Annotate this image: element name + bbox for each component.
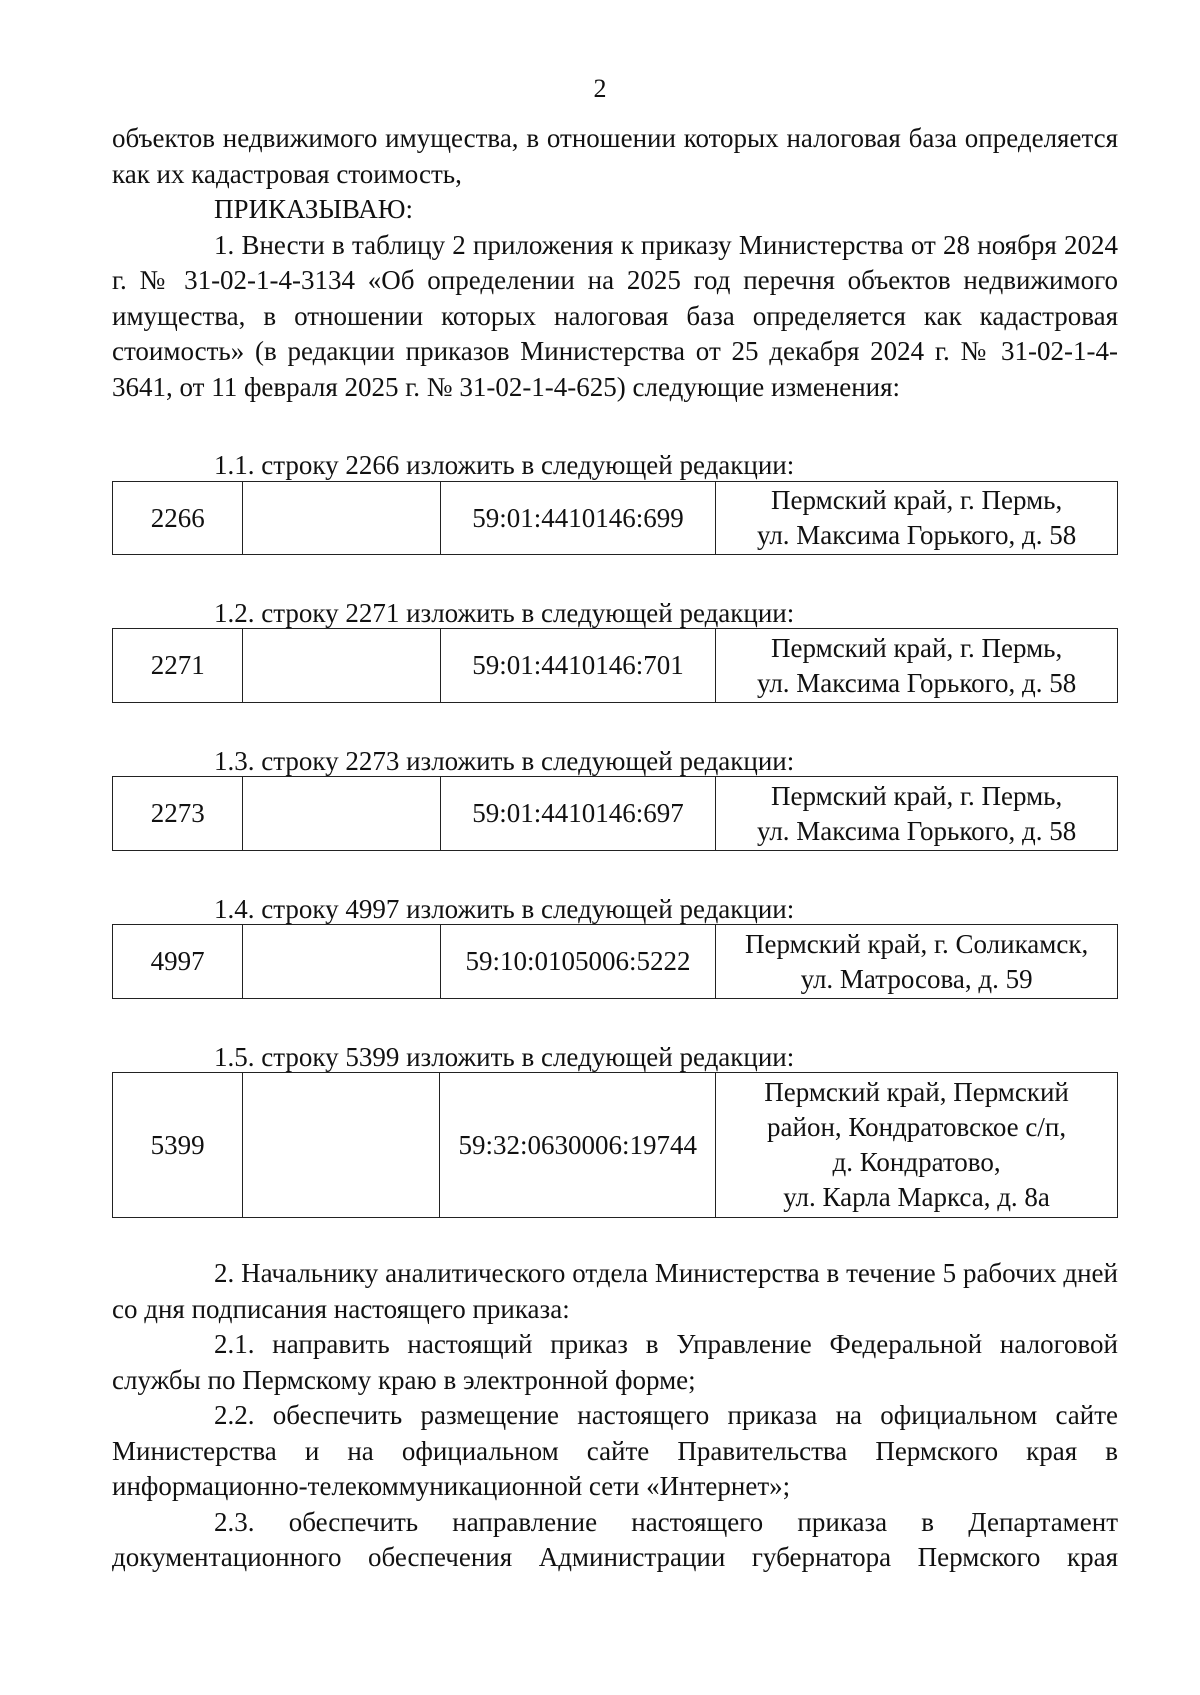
address-cell: [716, 1073, 1118, 1218]
amendment-label: 1.2. строку 2271 изложить в следующей редакции:: [214, 598, 795, 628]
row-number-cell: 2271: [113, 629, 243, 703]
address-line: район, Кондратовское с/п,: [767, 1112, 1067, 1142]
table-row: [113, 1073, 1118, 1218]
row-number-cell: 2266: [113, 482, 243, 555]
table-row: [113, 925, 1118, 999]
address-cell: [716, 777, 1118, 851]
section-2-heading: 2. Начальнику аналитического отдела Министерства в течение 5 рабочих дней со дня подписания настоящего приказа:: [112, 1258, 1118, 1324]
row-number-cell: 4997: [113, 925, 243, 999]
address-cell: [716, 629, 1118, 703]
amendment-table: [112, 628, 1118, 703]
address-line: ул. Максима Горького, д. 58: [757, 520, 1077, 550]
cadastral-number-cell: 59:01:4410146:701: [440, 629, 715, 703]
address-line: ул. Матросова, д. 59: [800, 963, 1033, 994]
address-line: ул. Карла Маркса, д. 8а: [783, 1182, 1050, 1212]
cadastral-number-cell: 59:01:4410146:699: [440, 482, 715, 555]
empty-cell: [243, 925, 440, 999]
address-line: Пермский край, Пермский: [764, 1077, 1069, 1107]
amendment-label: 1.4. строку 4997 изложить в следующей редакции:: [214, 894, 795, 924]
table-row: [113, 777, 1118, 851]
section-2: [112, 1256, 1118, 1576]
empty-cell: [243, 1073, 440, 1218]
amendment-table: [112, 776, 1118, 851]
item-2-1-paragraph: 2.1. направить настоящий приказ в Управление Федеральной налоговой службы по Пермскому краю в электронной форме;: [112, 1329, 1118, 1395]
address-line: д. Кондратово,: [832, 1147, 1001, 1177]
amendment-label: 1.1. строку 2266 изложить в следующей редакции:: [214, 450, 795, 480]
address-cell: [716, 482, 1118, 555]
empty-cell: [243, 482, 440, 555]
address-cell: [716, 925, 1118, 999]
cadastral-number-cell: 59:01:4410146:697: [440, 777, 715, 851]
amendment-label: 1.3. строку 2273 изложить в следующей редакции:: [214, 746, 795, 776]
row-number-cell: 5399: [113, 1073, 243, 1218]
intro-continuation: объектов недвижимого имущества, в отношении которых налоговая база определяется как их кадастровая стоимость,: [112, 123, 1118, 189]
table-row: [113, 482, 1118, 555]
item-1-paragraph: 1. Внести в таблицу 2 приложения к приказу Министерства от 28 ноября 2024 г. № 31-02-1-4-3134 «Об определении на 2025 год перечня объектов недвижимого имущества, в отношении которых налоговая база определяется как кадастровая стоимость» (в редакции приказов Министерства от 25 декабря 2024 г. № 31-02-1-4-3641, от 11 февраля 2025 г. № 31-02-1-4-625) следующие изменения:: [112, 229, 1118, 402]
page-number: 2: [593, 74, 607, 103]
amendment-label: 1.5. строку 5399 изложить в следующей редакции:: [214, 1042, 795, 1072]
address-line: Пермский край, г. Пермь,: [771, 632, 1063, 663]
empty-cell: [243, 777, 440, 851]
item-2-3-line-1: 2.3. обеспечить направление настоящего приказа в Департамент: [214, 1506, 1118, 1537]
empty-cell: [243, 629, 440, 703]
address-line: ул. Максима Горького, д. 58: [757, 815, 1077, 846]
table-row: [113, 629, 1118, 703]
address-line: Пермский край, г. Пермь,: [771, 780, 1063, 811]
intro-section: [112, 121, 1118, 405]
address-line: Пермский край, г. Соликамск,: [745, 928, 1089, 959]
row-number-cell: 2273: [113, 777, 243, 851]
item-2-2-paragraph: 2.2. обеспечить размещение настоящего приказа на официальном сайте Министерства и на официальном сайте Правительства Пермского края в информационно-телекоммуникационной сети «Интернет»;: [112, 1400, 1118, 1501]
address-line: Пермский край, г. Пермь,: [771, 485, 1063, 515]
amendment-table: [112, 481, 1118, 555]
order-word: ПРИКАЗЫВАЮ:: [214, 194, 413, 224]
cadastral-number-cell: 59:10:0105006:5222: [440, 925, 716, 999]
item-2-3-line-2: документационного обеспечения Администрации губернатора Пермского края: [112, 1542, 1118, 1572]
amendment-table: [112, 1072, 1118, 1218]
address-line: ул. Максима Горького, д. 58: [757, 667, 1077, 698]
cadastral-number-cell: 59:32:0630006:19744: [440, 1073, 716, 1218]
amendment-table: [112, 924, 1118, 999]
